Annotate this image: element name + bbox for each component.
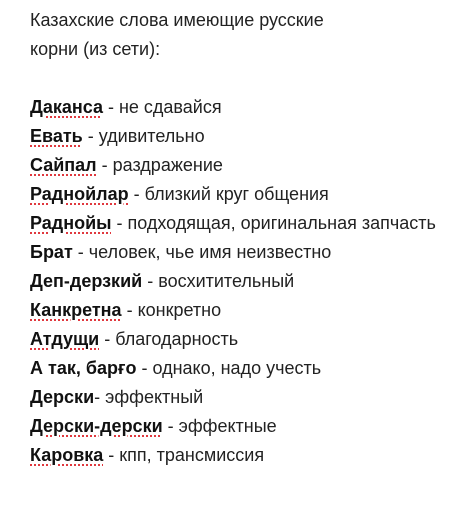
entry-derski	[30, 383, 446, 412]
entry-meaning: не сдавайся	[118, 97, 222, 117]
entry-a-tak-bargo	[30, 354, 446, 383]
entry-separator: -	[111, 213, 128, 233]
entry-separator: -	[96, 155, 113, 175]
entry-separator: -	[121, 300, 138, 320]
entry-separator: -	[128, 184, 145, 204]
entry-derski-derski	[30, 412, 446, 441]
entry-term[interactable]: Каровка	[30, 445, 104, 465]
entry-term: А так, барғо	[30, 358, 137, 378]
note-body[interactable]	[30, 6, 446, 470]
entry-separator: -	[136, 358, 153, 378]
entry-meaning: удивительно	[98, 126, 205, 146]
entry-meaning: однако, надо учесть	[152, 358, 322, 378]
entry-meaning: раздражение	[112, 155, 223, 175]
entry-radnoiy	[30, 209, 446, 238]
entry-meaning: эффектные	[178, 416, 277, 436]
entry-term[interactable]: Канкретна	[30, 300, 122, 320]
entry-term: Дерски	[30, 387, 95, 407]
entry-term[interactable]: Сайпал	[30, 155, 97, 175]
entry-term[interactable]: Даканса	[30, 97, 103, 117]
entry-term[interactable]: Дерски-дерски	[30, 416, 163, 436]
entry-brat	[30, 238, 446, 267]
entry-kankretna	[30, 296, 446, 325]
entry-meaning: конкретно	[137, 300, 222, 320]
entry-atdushchi	[30, 325, 446, 354]
entry-term[interactable]: Евать	[30, 126, 83, 146]
entry-separator: -	[162, 416, 179, 436]
blank-line	[30, 64, 446, 93]
entry-separator: -	[99, 329, 116, 349]
entry-term: Брат	[30, 242, 73, 262]
entry-separator: -	[72, 242, 89, 262]
entry-meaning: подходящая, оригинальная запчасть	[127, 213, 436, 233]
entry-evat	[30, 122, 446, 151]
entry-term[interactable]: Раднойы	[30, 213, 112, 233]
entry-term[interactable]: Раднойлар	[30, 184, 129, 204]
entry-term[interactable]: Атдущи	[30, 329, 100, 349]
intro-line-2: корни (из сети):	[30, 39, 161, 59]
entry-meaning: человек, чье имя неизвестно	[88, 242, 332, 262]
entry-dakansa	[30, 93, 446, 122]
entry-meaning: близкий круг общения	[144, 184, 329, 204]
entry-karovka	[30, 441, 446, 470]
entry-radnoilar	[30, 180, 446, 209]
entry-meaning: восхитительный	[158, 271, 295, 291]
entry-separator: -	[82, 126, 99, 146]
entry-separator: -	[102, 97, 119, 117]
entry-term: Деп-дерзкий	[30, 271, 143, 291]
entry-meaning: благодарность	[115, 329, 239, 349]
entry-separator: -	[103, 445, 120, 465]
intro-line-1: Казахские слова имеющие русские	[30, 10, 324, 30]
entry-saipal	[30, 151, 446, 180]
entry-meaning: кпп, трансмиссия	[119, 445, 265, 465]
entry-meaning: эффектный	[105, 387, 204, 407]
entry-separator: -	[142, 271, 159, 291]
entry-dep-derzkiy	[30, 267, 446, 296]
entry-separator: -	[94, 387, 106, 407]
